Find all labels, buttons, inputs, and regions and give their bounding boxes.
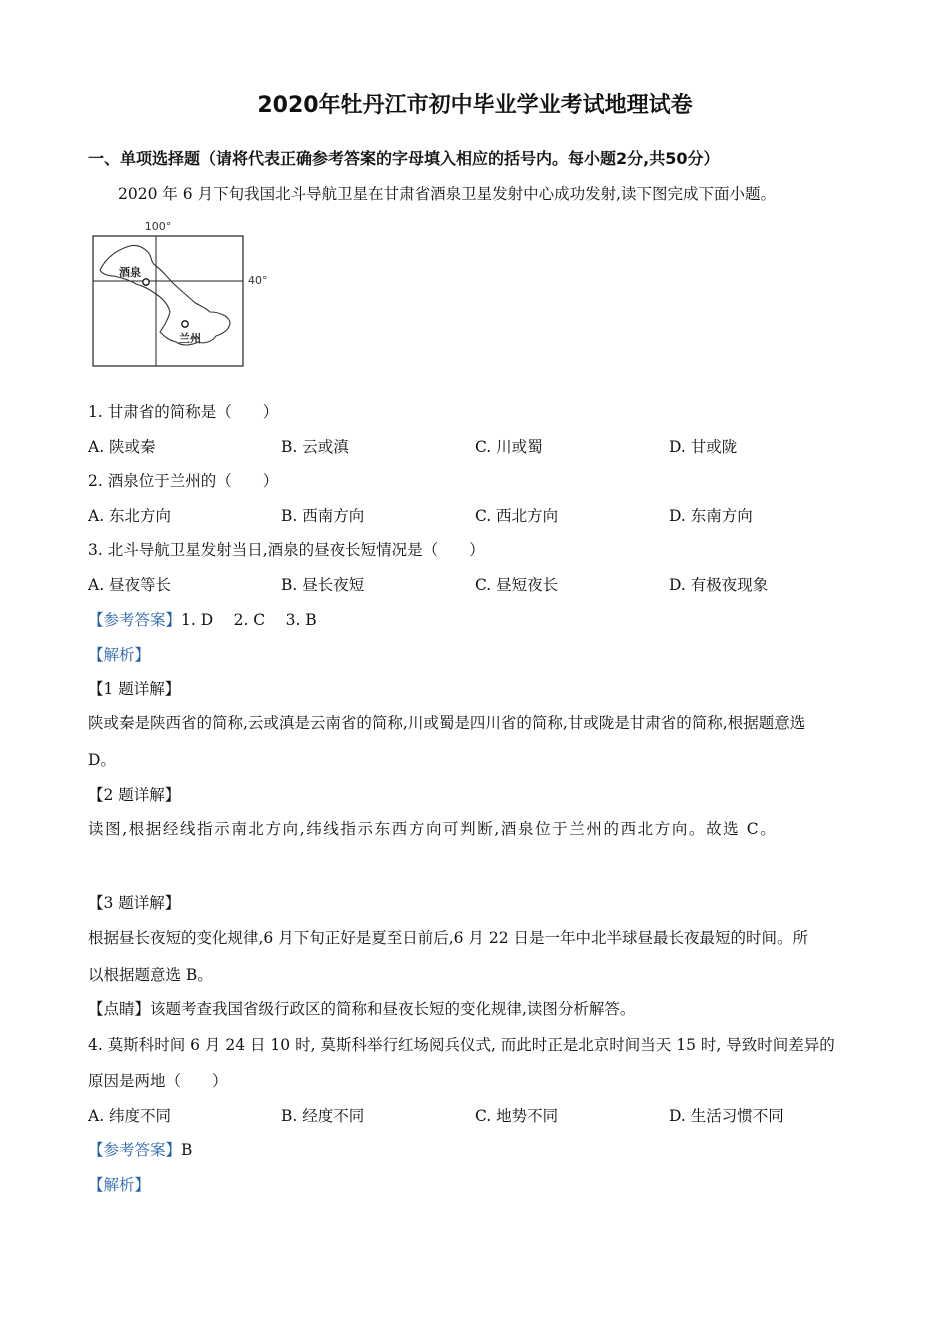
q2-option-c: C. 西北方向	[475, 507, 559, 525]
q2-stem: 2. 酒泉位于兰州的（ ）	[88, 472, 279, 490]
analysis-label-2: 【解析】	[88, 1176, 151, 1194]
answer2-value: B	[181, 1141, 193, 1159]
q4-option-b: B. 经度不同	[281, 1107, 365, 1125]
detail2-label: 【2 题详解】	[88, 786, 181, 804]
tip-text: 【点睛】该题考查我国省级行政区的简称和昼夜长短的变化规律,读图分析解答。	[88, 1000, 636, 1018]
detail3-label: 【3 题详解】	[88, 894, 181, 912]
lon-label: 100°	[144, 220, 172, 233]
q1-stem: 1. 甘肃省的简称是（ ）	[88, 403, 279, 421]
map-svg	[86, 212, 286, 372]
answer-value: 1. D 2. C 3. B	[181, 611, 317, 629]
answer2-label: 【参考答案】	[88, 1141, 182, 1159]
answer-row-1	[88, 608, 317, 630]
q3-option-c: C. 昼短夜长	[475, 576, 559, 594]
q1-option-b: B. 云或滇	[281, 438, 349, 456]
answer-row-2	[88, 1138, 192, 1160]
q2-option-b: B. 西南方向	[281, 507, 365, 525]
jiuquan-dot	[143, 279, 149, 285]
analysis-label: 【解析】	[88, 646, 151, 664]
gansu-outline	[100, 245, 230, 345]
q4-option-a: A. 纬度不同	[88, 1107, 172, 1125]
q2-option-a: A. 东北方向	[88, 507, 172, 525]
lat-label: 40°	[248, 274, 268, 287]
detail1-line2: D。	[88, 751, 116, 769]
q3-stem: 3. 北斗导航卫星发射当日,酒泉的昼夜长短情况是（ ）	[88, 541, 485, 559]
q4-option-c: C. 地势不同	[475, 1107, 559, 1125]
q3-option-b: B. 昼长夜短	[281, 576, 365, 594]
detail3-line2: 以根据题意选 B。	[88, 966, 213, 984]
detail2-line1: 读图,根据经线指示南北方向,纬线指示东西方向可判断,酒泉位于兰州的西北方向。故选 C。	[88, 820, 778, 838]
map-frame	[93, 236, 243, 366]
gansu-map	[86, 212, 286, 376]
detail1-line1: 陕或秦是陕西省的简称,云或滇是云南省的简称,川或蜀是四川省的简称,甘或陇是甘肃省的简称,根据题意选	[88, 714, 806, 732]
section-heading: 一、单项选择题（请将代表正确参考答案的字母填入相应的括号内。每小题2分,共50分）	[88, 149, 720, 168]
q1-option-d: D. 甘或陇	[669, 438, 738, 456]
lanzhou-dot	[182, 321, 188, 327]
q4-stem-line2: 原因是两地（ ）	[88, 1072, 228, 1090]
detail3-line1: 根据昼长夜短的变化规律,6 月下旬正好是夏至日前后,6 月 22 日是一年中北半球昼最长夜最短的时间。所	[88, 929, 809, 947]
page-title: 2020年牡丹江市初中毕业学业考试地理试卷	[257, 93, 693, 118]
city-lanzhou: 兰州	[179, 332, 201, 345]
city-jiuquan: 酒泉	[119, 266, 141, 279]
q1-option-c: C. 川或蜀	[475, 438, 543, 456]
q4-stem-line1: 4. 莫斯科时间 6 月 24 日 10 时, 莫斯科举行红场阅兵仪式, 而此时正是北京时间当天 15 时, 导致时间差异的	[88, 1036, 835, 1054]
q3-option-d: D. 有极夜现象	[669, 576, 769, 594]
q1-option-a: A. 陕或秦	[88, 438, 156, 456]
detail1-label: 【1 题详解】	[88, 680, 181, 698]
answer-label: 【参考答案】	[88, 611, 182, 629]
q2-option-d: D. 东南方向	[669, 507, 753, 525]
q4-option-d: D. 生活习惯不同	[669, 1107, 784, 1125]
intro-text: 2020 年 6 月下旬我国北斗导航卫星在甘肃省酒泉卫星发射中心成功发射,读下图完成下面小题。	[118, 185, 777, 203]
q3-option-a: A. 昼夜等长	[88, 576, 172, 594]
